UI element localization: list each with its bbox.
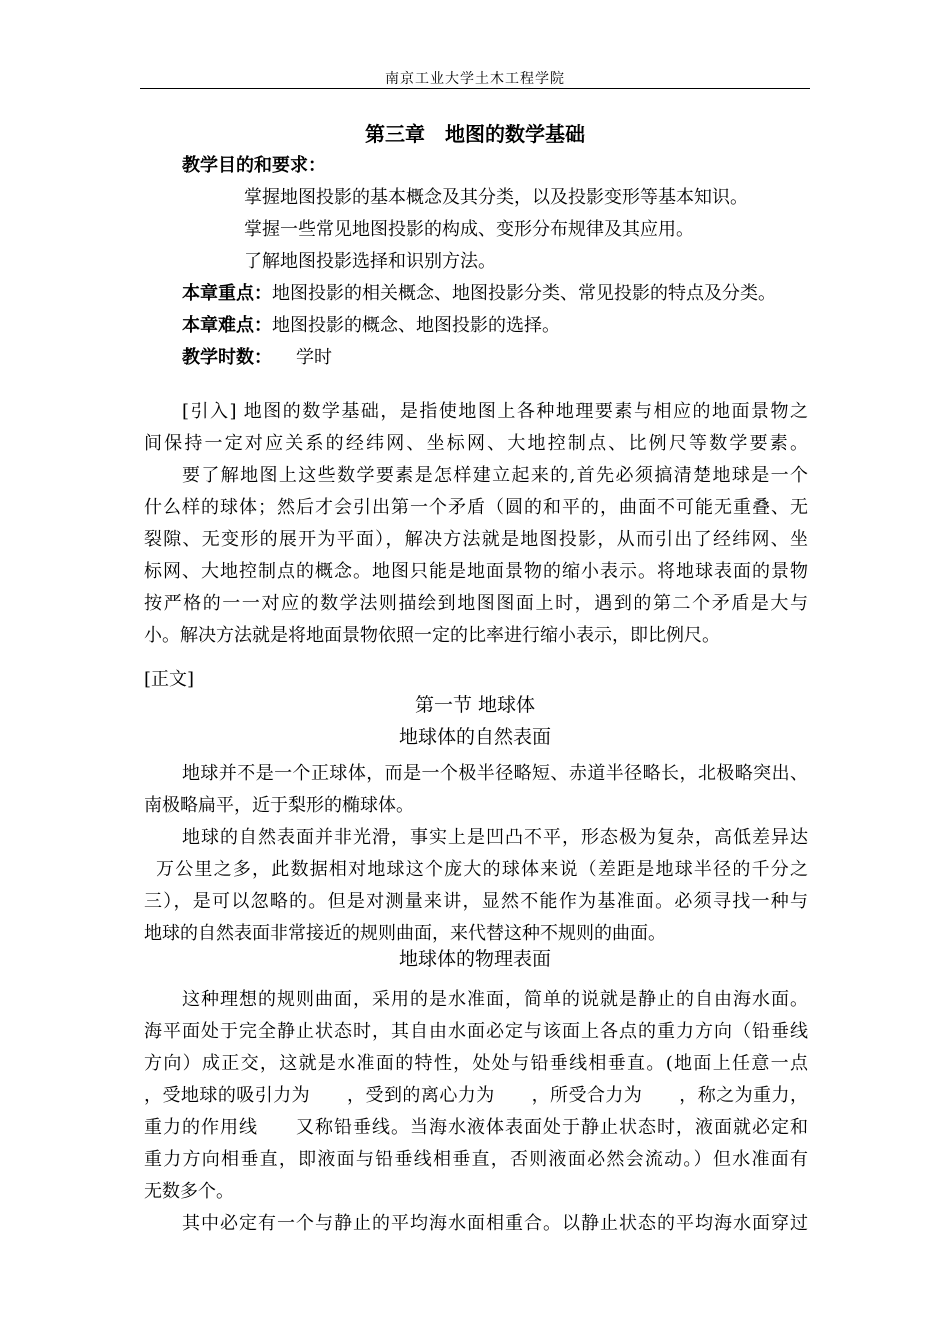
body-label: [正文] [144,669,195,690]
chapter-title: 第三章 地图的数学基础 [365,122,585,146]
paragraph-line: 地球的自然表面并非光滑，事实上是凹凸不平，形态极为复杂，高低差异达 [182,827,808,848]
paragraph-line: 方向）成正交，这就是水准面的特性，处处与铅垂线相垂直。(地面上任意一点 [144,1053,808,1074]
objective-item: 了解地图投影选择和识别方法。 [244,251,496,272]
subsection-title: 地球体的物理表面 [398,948,551,970]
key-points-label: 本章重点： [182,283,272,304]
intro-line: 标网、大地控制点的概念。地图只能是地面景物的缩小表示。将地球表面的景物 [144,561,808,582]
intro-line: 间保持一定对应关系的经纬网、坐标网、大地控制点、比例尺等数学要素。 [144,433,808,454]
intro-line: 小。解决方法就是将地面景物依照一定的比率进行缩小表示，即比例尺。 [144,625,720,646]
difficult-points-text: 地图投影的概念、地图投影的选择。 [272,315,560,336]
header-divider [140,88,810,89]
header-institution: 南京工业大学土木工程学院 [385,71,565,87]
objectives-label: 教学目的和要求： [182,155,326,176]
subsection-title: 地球体的自然表面 [398,726,551,748]
paragraph-line: 地球的自然表面非常接近的规则曲面，来代替这种不规则的曲面。 [144,923,666,944]
paragraph-line: 重力的作用线 又称铅垂线。当海水液体表面处于静止状态时，液面就必定和 [144,1117,808,1138]
hours-label: 教学时数： [182,347,272,368]
objective-item: 掌握地图投影的基本概念及其分类，以及投影变形等基本知识。 [244,187,748,208]
section-title: 第一节 地球体 [414,694,536,716]
intro-line: [引入] 地图的数学基础，是指使地图上各种地理要素与相应的地面景物之 [182,401,808,422]
paragraph-line: 海平面处于完全静止状态时，其自由水面必定与该面上各点的重力方向（铅垂线 [144,1021,808,1042]
teaching-hours [182,346,332,370]
paragraph-line: 地球并不是一个正球体，而是一个极半径略短、赤道半径略长，北极略突出、 [182,763,808,784]
paragraph-line: 三），是可以忽略的。但是对测量来讲，显然不能作为基准面。必须寻找一种与 [144,891,808,912]
intro-line: 要了解地图上这些数学要素是怎样建立起来的,首先必须搞清楚地球是一个 [182,465,808,486]
hours-text: 学时 [296,347,332,368]
intro-line: 什么样的球体；然后才会引出第一个矛盾（圆的和平的，曲面不可能无重叠、无 [144,497,808,518]
paragraph-line: 重力方向相垂直，即液面与铅垂线相垂直，否则液面必然会流动。）但水准面有 [144,1149,808,1170]
paragraph-line: 万公里之多，此数据相对地球这个庞大的球体来说（差距是地球半径的千分之 [156,859,808,880]
key-points [182,282,776,306]
paragraph-line: 其中必定有一个与静止的平均海水面相重合。以静止状态的平均海水面穿过 [182,1213,808,1234]
paragraph-line: ，受地球的吸引力为 ，受到的离心力为 ，所受合力为 ，称之为重力， [144,1085,808,1106]
difficult-points [182,314,560,338]
paragraph-line: 这种理想的规则曲面，采用的是水准面，简单的说就是静止的自由海水面。 [182,989,808,1010]
paragraph-line: 南极略扁平，近于梨形的椭球体。 [144,795,414,816]
paragraph-line: 无数多个。 [144,1181,234,1202]
difficult-points-label: 本章难点： [182,315,272,336]
intro-line: 按严格的一一对应的数学法则描绘到地图图面上时，遇到的第二个矛盾是大与 [144,593,808,614]
objective-item: 掌握一些常见地图投影的构成、变形分布规律及其应用。 [244,219,694,240]
intro-line: 裂隙、无变形的展开为平面），解决方法就是地图投影，从而引出了经纬网、坐 [144,529,808,550]
key-points-text: 地图投影的相关概念、地图投影分类、常见投影的特点及分类。 [272,283,776,304]
